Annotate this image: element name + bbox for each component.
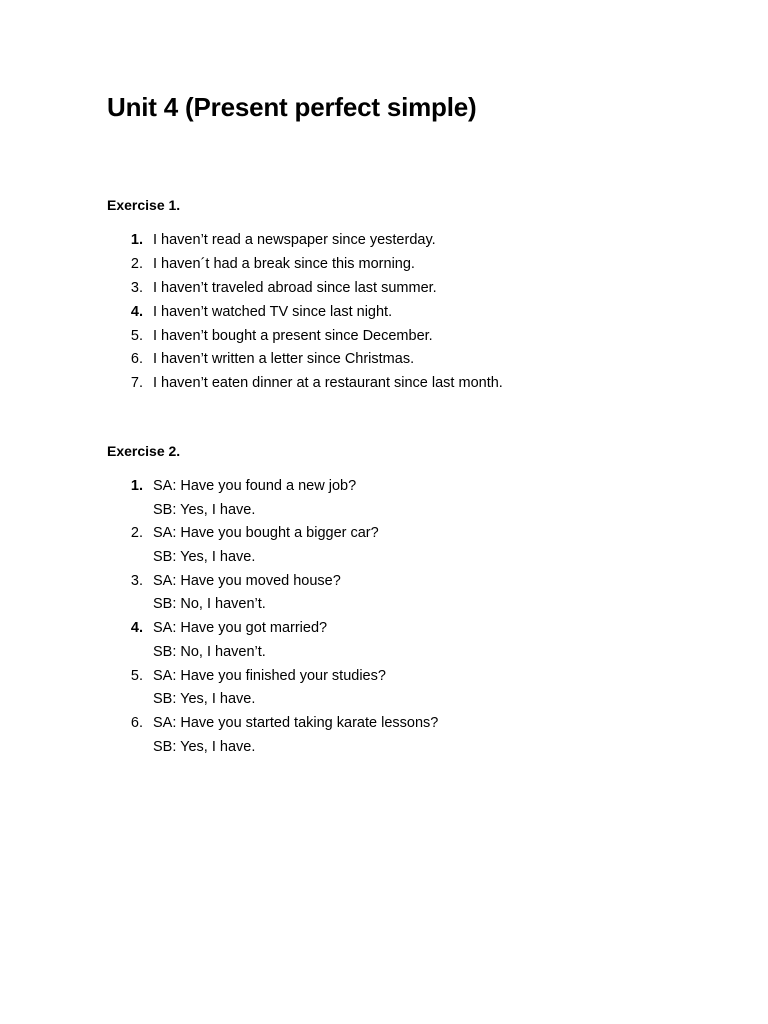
- item-number: 3.: [130, 279, 143, 296]
- exercise-2-heading: Exercise 2.: [107, 443, 181, 459]
- item-text: I haven’t watched TV since last night.: [153, 303, 393, 320]
- item-number: 7.: [130, 375, 143, 392]
- item-text: I haven’t written a letter since Christmas.: [153, 351, 415, 368]
- item-text: I haven’t read a newspaper since yesterday.: [153, 232, 436, 248]
- answer-text: SB: No, I haven’t.: [153, 643, 266, 660]
- item-number: 4.: [130, 303, 143, 320]
- item-number: 4.: [130, 620, 143, 637]
- item-number: 2.: [130, 255, 143, 272]
- item-number: 1.: [130, 478, 143, 494]
- question-text: SA: Have you got married?: [153, 620, 328, 637]
- question-text: SA: Have you moved house?: [153, 572, 341, 589]
- item-number: 5.: [130, 327, 143, 344]
- answer-text: SB: No, I haven’t.: [153, 596, 266, 613]
- item-text: I haven’t traveled abroad since last summer.: [153, 279, 437, 296]
- question-text: SA: Have you finished your studies?: [153, 667, 386, 684]
- item-number: 2.: [130, 525, 143, 542]
- question-text: SA: Have you found a new job?: [153, 478, 357, 494]
- exercise-1-heading: Exercise 1.: [107, 197, 181, 213]
- page-title: Unit 4 (Present perfect simple): [107, 92, 477, 122]
- answer-text: SB: Yes, I have.: [153, 738, 256, 755]
- item-number: 5.: [130, 667, 143, 684]
- item-text: I haven’t bought a present since December.: [153, 327, 433, 344]
- question-text: SA: Have you bought a bigger car?: [153, 525, 379, 542]
- item-number: 6.: [130, 351, 143, 368]
- item-number: 1.: [130, 232, 143, 248]
- item-text: I haven’t eaten dinner at a restaurant since last month.: [153, 375, 503, 392]
- question-text: SA: Have you started taking karate lessons?: [153, 714, 439, 731]
- answer-text: SB: Yes, I have.: [153, 691, 256, 708]
- answer-text: SB: Yes, I have.: [153, 501, 256, 518]
- item-number: 6.: [130, 714, 143, 731]
- item-number: 3.: [130, 572, 143, 589]
- answer-text: SB: Yes, I have.: [153, 549, 256, 566]
- item-text: I haven´t had a break since this morning.: [153, 255, 415, 272]
